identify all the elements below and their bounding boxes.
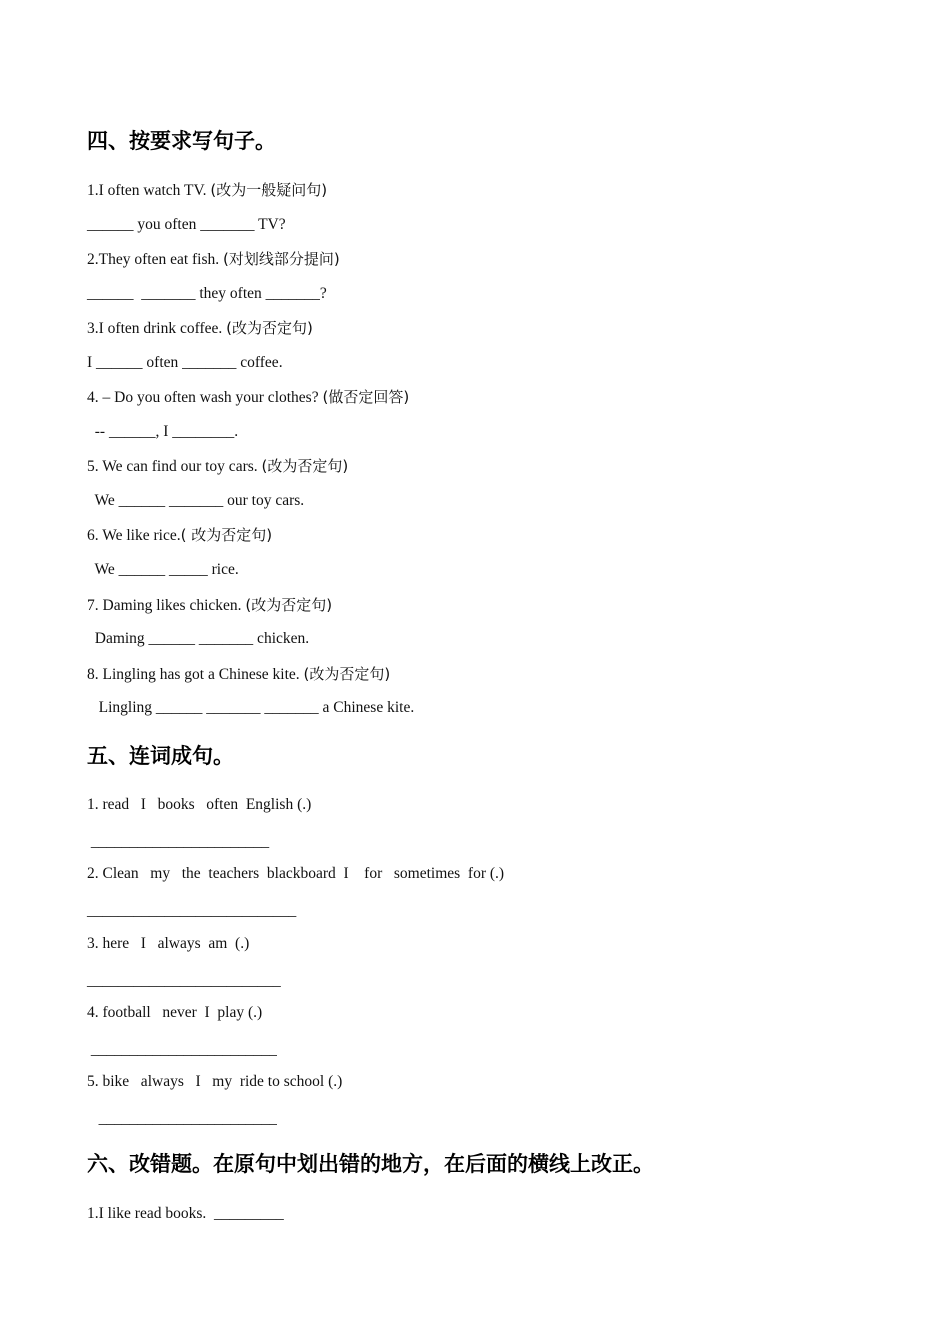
s4-q3-hint: (改为否定句) [226, 319, 313, 337]
s4-q3 [87, 318, 313, 339]
s4-q8 [87, 664, 390, 685]
s4-q1-hint: (改为一般疑问句) [210, 181, 328, 199]
s5-a1: _______________________ [87, 833, 270, 850]
s4-q7 [87, 595, 332, 616]
s5-q2: 2. Clean my the teachers blackboard I for sometimes for (.) [87, 865, 505, 882]
s4-q6-hint: ( 改为否定句) [180, 526, 273, 544]
s4-a6: We ______ _____ rice. [87, 561, 239, 578]
s4-a7: Daming ______ _______ chicken. [87, 630, 310, 647]
s4-q3-text: 3.I often drink coffee. [87, 320, 227, 337]
s4-a4: -- ______, I ________. [87, 423, 239, 440]
s4-a5: We ______ _______ our toy cars. [87, 492, 305, 509]
s6-q1: 1.I like read books. _________ [87, 1205, 284, 1222]
s4-q4 [87, 387, 409, 408]
s4-q1-text: 1.I often watch TV. [87, 182, 211, 199]
s4-q8-text: 8. Lingling has got a Chinese kite. [87, 666, 304, 683]
s5-a5: _______________________ [87, 1110, 277, 1127]
s5-q1: 1. read I books often English (.) [87, 796, 312, 813]
s4-q5 [87, 456, 348, 477]
section-6-title: 六、改错题。在原句中划出错的地方，在后面的横线上改正。 [87, 1152, 654, 1176]
s4-q2 [87, 249, 340, 270]
s4-q1 [87, 180, 327, 201]
s4-q8-hint: (改为否定句) [303, 665, 391, 683]
s4-a8: Lingling ______ _______ _______ a Chinese kite. [87, 699, 415, 716]
s5-q4: 4. football never I play (.) [87, 1004, 263, 1021]
s5-q3: 3. here I always am (.) [87, 935, 250, 952]
s4-q4-text: 4. – Do you often wash your clothes? [87, 389, 323, 406]
s4-q7-hint: (改为否定句) [245, 596, 333, 614]
s4-q5-text: 5. We can find our toy cars. [87, 458, 262, 475]
s4-q2-text: 2.They often eat fish. [87, 251, 224, 268]
s4-q6 [87, 525, 272, 546]
s5-a3: _________________________ [87, 972, 281, 989]
s5-a4: ________________________ [87, 1041, 277, 1058]
section-4-title: 四、按要求写句子。 [87, 129, 276, 153]
s4-q7-text: 7. Daming likes chicken. [87, 597, 246, 614]
s4-q4-hint: (做否定回答) [322, 388, 410, 406]
s4-a1: ______ you often _______ TV? [87, 216, 286, 233]
s5-a2: ___________________________ [87, 902, 297, 919]
s4-q5-hint: (改为否定句) [261, 457, 349, 475]
s4-a3: I ______ often _______ coffee. [87, 354, 283, 371]
s4-a2: ______ _______ they often _______? [87, 285, 327, 302]
section-5-title: 五、连词成句。 [87, 744, 234, 768]
s5-q5: 5. bike always I my ride to school (.) [87, 1073, 343, 1090]
s4-q2-hint: (对划线部分提问) [223, 250, 340, 268]
s4-q6-text: 6. We like rice. [87, 527, 181, 544]
